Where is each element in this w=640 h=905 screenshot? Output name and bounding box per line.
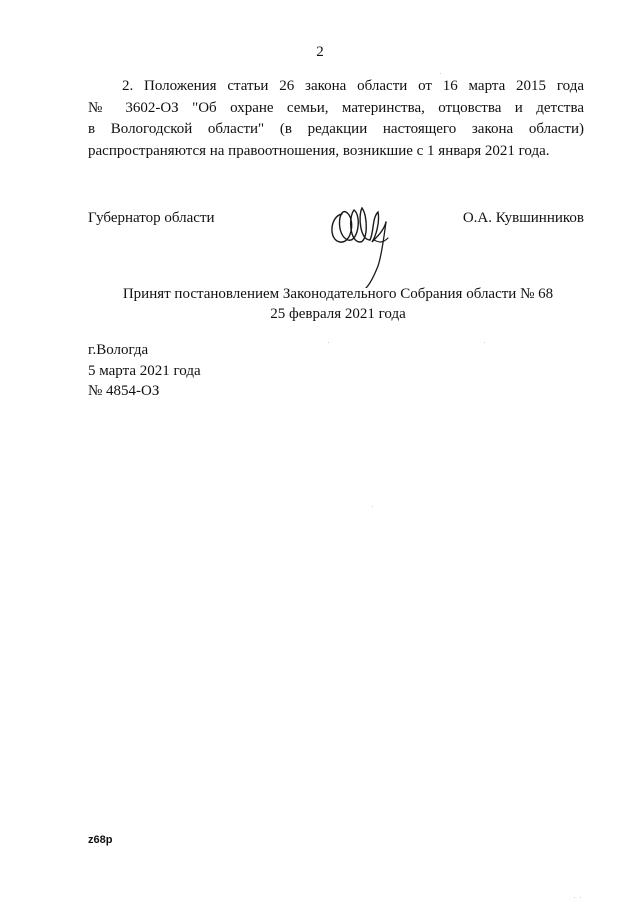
paragraph-line: 2. Положения статьи 26 закона области от 16 марта 2015 года xyxy=(122,78,584,94)
place-date-block xyxy=(88,340,201,402)
scan-speck xyxy=(440,73,441,74)
governor-title: Губернатор области xyxy=(88,210,215,226)
scan-speck xyxy=(372,506,373,507)
paragraph-line: в Вологодской области" (в редакции настоящего закона области) xyxy=(88,121,584,137)
paragraph-line: № 3602-ОЗ "Об охране семьи, материнства, отцовства и детства xyxy=(88,99,584,116)
law-number: № 4854-ОЗ xyxy=(88,383,160,399)
scan-speck xyxy=(580,897,581,898)
document-code: z68p xyxy=(88,834,113,846)
governor-name: О.А. Кувшинников xyxy=(462,210,584,226)
adoption-statement xyxy=(0,284,640,324)
sign-date: 5 марта 2021 года xyxy=(88,362,201,379)
scan-speck xyxy=(574,897,575,898)
scan-speck xyxy=(484,342,485,343)
handwritten-signature xyxy=(322,196,402,288)
adoption-line-1: Принят постановлением Законодательного Собрания области № 68 xyxy=(122,286,554,302)
adoption-date: 25 февраля 2021 года xyxy=(270,306,406,322)
city: г.Вологда xyxy=(88,342,149,358)
article-paragraph xyxy=(88,76,584,162)
paragraph-line: распространяются на правоотношения, возникшие с 1 января 2021 года. xyxy=(88,142,550,159)
page-number: 2 xyxy=(316,44,324,60)
scan-speck xyxy=(328,342,329,343)
